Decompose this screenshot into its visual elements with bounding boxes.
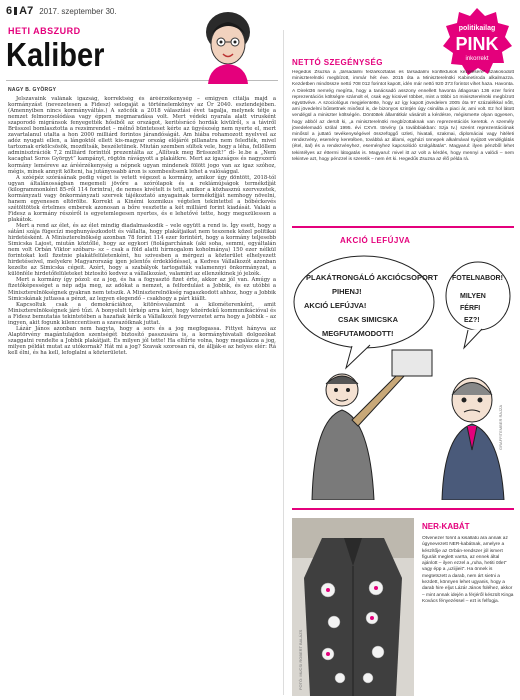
bubble-left-text: PLAKÁTRONGÁLÓ AKCIÓCSOPORT PIHENJ! AKCIÓ LEFÚJVA! CSAK SIMICSKA MEGFUTAMODOTT! — [304, 273, 438, 338]
column-body — [8, 96, 276, 696]
photo-credit: FOTÓ: MUCSI ROBERT BALÁZS — [298, 629, 303, 690]
netto-body: Hegedűs Zsuzsa a „társadalmi felzárkóztatás és társadalmi konfliktusok kezelésére” szakosodott miniszterelnöki megbízott, immár hét éve. 2015 óta a Miniszterelnöki Kabinetiroda alkalmazza. Kezdetben mindössze nettó 708 012 forintot kapott, idén már nettó 920 373 forintot vihet haza. Havonta. A Direkt36 nemrég megírta, hogy a tanácsadó asszony ennellett havonta átlagosan 136 ezer forint reprezentációs költségre számolt el, csak egy kicsivel többet, mint a többi 14 miniszterelnöki megbízott együttvéve. A szociológus megjelentette, hogy az így kapott jövedelem 2005 óta 97 százalékkal nőtt, ami jövedelmi bűntettnek minősül is, de bizonyos szintjén úgy csinálta a piaci ár, ami volt. Ez hol látott vendégül a miniszter költségén. Döntöttek államtitkár vásárolt a kérdésre, mégismerte olyan ügyesen, hogy abból az derült ki, „a miniszterelnöki megbízottaknak van reprezentációs keretük. A személy jövedelemadó szólal 1995. évi CXVII. törvény (a továbbiakban: Szja tv.) szerint reprezentációnak minősül a juttató tevékenységével összefüggő üzleti, hivatali, szakmai, diplomáciai vagy hitéleti rendezvény, esemény keretében, továbbá az állami, egyházi ünnepek alkalmával nyújtott vendéglátás (étel, ital) és a rendezvényhez, eseményhez kapcsolódó szolgáltatás”. Magyarul: ilyen pénzből lehet tekintélyes az éttermi látogatás is. Magyarul: mivel itt az volt a kérdés, hogy mennyi a valódi – nem tekintve azt, hogy pénzzel is szeretik – nem ért ki. — [292, 70, 514, 162]
section-rule — [292, 226, 514, 228]
section-rule — [292, 508, 514, 510]
page-prefix: 6 — [6, 5, 13, 17]
column-kicker: HETI ABSZURD — [8, 26, 81, 36]
paragraph: Jelszavaink valának igazság, korrektség és áréérzékenység – emigyen citálja majd a kormányzást (nevezetesen a Fidesz) selogaját a történelemkönyv az Ür 2040. esztendejében. (Amennyiben nincs kormányváltás.) A szöcőik a 2018 választási évet tagalja, melynek tétje a nemzet felmorzsolódása vagy éppen megmaradása volt. Mert védeki nyarala alatt virusként szaporodó migránsok fenyegették hősiből az országot, keritésrácó hordák kivülről, s a táviről Brüsszel bomlasztotta a rezsimrendet – mélnő bünteteset kérte az ügyészség nem nyerte el, mert zavartalanul utalta a hon 2000 milliárd forintos járandóságát. Am hiába rohamozott nyelvvel az adóz nyugati ellen, a lángoktól ellett kis-magyar ország előjárói pillanatra nem feledték, mivel tartoznak erkölcsösök, mozdítsák, beszéletünek. Miután szemben sültek vele, hogy a léha, fellöllem adminisztrációk 7,2 milliárd forinttól prezentálta az „Állítsuk meg Brüsszelt!” dí- le.be a „Nem kacaghat Soros Györgyt” kampányt, rögtön rávágyott a plakátkre. Mert az igazságos és nagyszerű kormány leméreve az áréérzékenység a népnek ugyan mindenek fölött jogo van az igaz szóhoz, mégis, minek annyit költeni, ha jutányosabb áron is szembesítsenk lehet a valósággal. — [8, 96, 276, 175]
byline: NAGY B. GYÖRGY — [8, 87, 57, 93]
badge-line2: inkorrekt — [465, 56, 489, 62]
column-divider — [283, 30, 284, 695]
headline: Kaliber — [6, 36, 105, 73]
paragraph: Mert a kormány így pózol: ez a jog, és ha a fogyasztó fizet érte, akkor az jól van. Amúgy a fizetőképességet a nép adja meg, az adókat a nemzet, a felfordulást a Jobbik, és ez utóbbi a Miniszterelnökségnek gyakran nem tetszik. A Miniszterelnökség ragaszkodott ahhoz, hogy a Jobbik Simicskának juttassa a pénzt, az legyen elegendő – csakhogy a párt kiállt. — [8, 277, 276, 302]
badge-word: PINK — [455, 34, 499, 54]
cartoon-title: AKCIÓ LEFÚJVA — [340, 236, 411, 245]
cartoon-illustration — [292, 250, 514, 500]
bubble-right-text: FOTELNABOR! MILYEN FÉRFI EZ?! — [452, 275, 503, 324]
page-separator — [14, 7, 17, 15]
badge-line1: politikailag — [458, 25, 496, 32]
pink-badge-logo — [440, 6, 514, 80]
paragraph: Lázár János azonban nem hagyta, hogy a sors és a jog megfogassa. Fittyet hányva az Alaptörvény magántulajdon szentségét biztosító passzusára is, a kormányhivatali dolgozókat szaggatni rendelte a Jobbik plakátjait. És milyen jól tette! Ha eltűrte volna, hogy megalázza a jog, milyen példát mutat az utókornak? Hát mi a jog? Szavak szorosan rá, de állják-e az helyes elér: Rá kell élni, és ha kell, lefoglalni a közterületet. — [8, 325, 276, 356]
ner-text: Ötvenezer forint a kisállatú ára annak az úgynevezett NER-kabátnak, amelyre a készítője az Orbán-rendszer jól ismert figuráit meglett varrta, az ennek által ajánlott – ilyen ezzel a „ruha, hetiti ötlet” vagy épp a „uziijieit”. Ha önnek is megtetszett a darab, nem árt sietni a kezdett, könnyen lehet ugyanis, hogy a darab hire eljut Lázár János füléhez, akkor – mint annak idején a férjéről készült Kinga Kovács fényezéssel – ezt is felfogja. — [422, 536, 514, 604]
sidebar-title-netto: NETTÓ SZEGÉNYSÉG — [292, 58, 383, 67]
paragraph: Mert a rend az élet, és az élet mindig diadalmaskodik – vele együtt a rend is. Így esett, hogy a sátáni szája fügecízi meghunyászkodott és vállalta, hogy plakátjaikat nem teszenek közel politikai hirdetésként. A Miniszterelnökség azonban 78 forint 114 ezer forintért, hogy a kormány teljesebb Simicska Lajost, miután köztőllé, hogy az egykori (fiolágarchának (aki soha, semmi, egyáltalán nem volt Orbán Viktor szóbaru- sz – csak a föld alatti hírmogalom koholmánya) 150 ezer nélkül forintokat kell fizetnie plakátfelületenként, hu szivesben a mérgezi a közterület elhelyezett hirdetéseivel, melyekre Magyarország igen jelentős érdeklődéssel, a Kedves Vállalkozót azonban kezelte az Simicska cégeit. Azért, hogy a szabályok tartogatták valamennyi önkormányzat, a különféle hirdetőfelületeket biztosító kedvez a vállalkozást, valamint az ellenzékinek jó jelzék. — [8, 222, 276, 278]
sidebar-text-netto — [292, 70, 514, 220]
paragraph: Kapcsoltuk csak a demokráciához, kitörésvalamint a kilométerenként, amit Miniszterelnökségnek járó tűzi. A bonyolult térkép arra kéri, hogy közérdekű kommunikációval és a Fidesz bemutatás tekintetében a hazafiak kérik a Vállalkozói fegyverzetet arra hogy a Jobbik – az ingyen, akit fogunk kilenccentisen a szavazóiknak juttat. — [8, 301, 276, 326]
issue-date: 2017. szeptember 30. — [39, 6, 117, 16]
page-number — [6, 5, 33, 17]
page-header — [6, 4, 117, 18]
cartoon-credit: GRAFFITEMBER RAJZA — [498, 404, 503, 450]
author-caricature — [190, 4, 265, 84]
netto-end: Hegedűs Zsuzsa az élő példa rá. — [398, 156, 470, 162]
paragraph: A szóépéz szórásának pedig véget is vetett végezet a kormány, amikor úgy döntött, 2018-tól ugyan általánosságban megemeli jövőre a szórólapok és a reklámújságok termékdíját (kilogrammonként 85-ről 114 forintra), de nemes kivételt is tett, amikor a közhasznú szervezetek, kormányzati vagy önkormányzati szervek tájékoztató anyagainak termékdíjját nemhogy növelni, hanem egyenesen eltörölte. Korrekt a Kinémi kozmikus végtelen tekintettel a bőbéckevés szétöltöttek értelmes emberek azonosan a bőre vesztette a két milliárd forint kiadását. Valaki a Fidesz a kormány részéről is egyetemlegesen nyertes, és e lehetővé tette, hogy megszülessen a plakátok. — [8, 174, 276, 223]
page-section: A7 — [19, 5, 34, 17]
ner-title: NER-KABÁT — [422, 522, 470, 531]
ner-coat-photo — [292, 518, 414, 696]
